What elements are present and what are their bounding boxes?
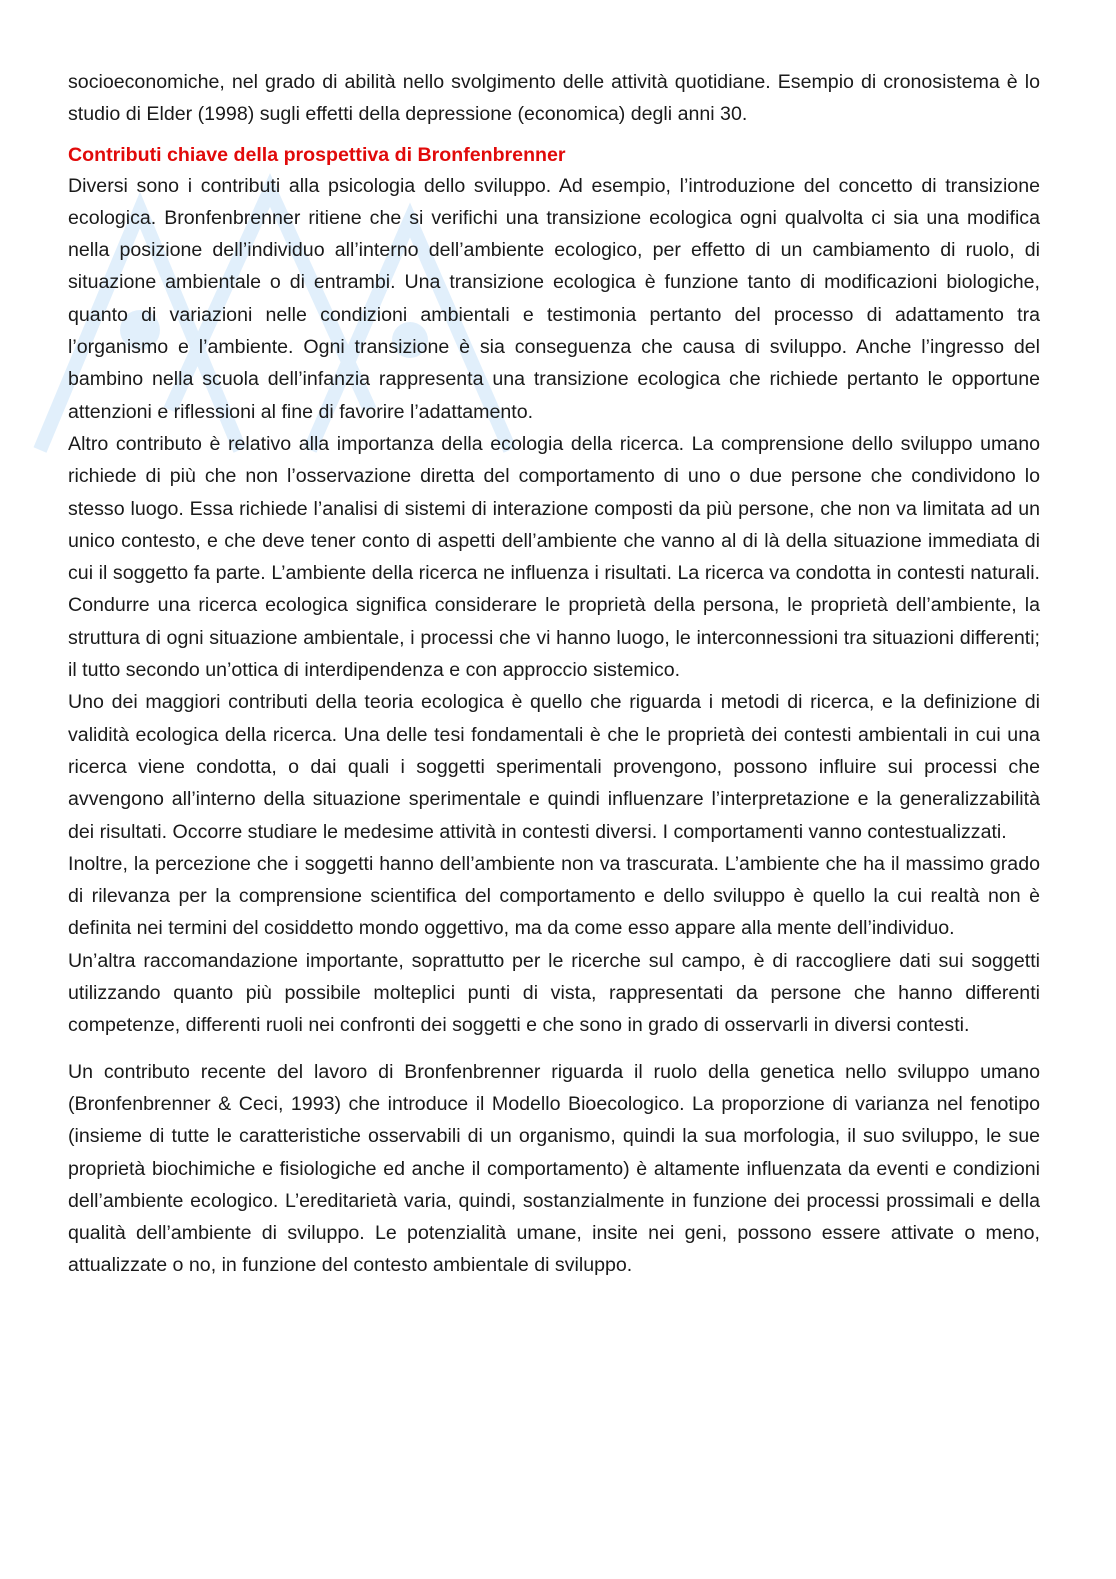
paragraph-transizione-ecologica: Diversi sono i contributi alla psicologia dello sviluppo. Ad esempio, l’introduzione del concetto di transizione ecologica. Bronfenbrenner ritiene che si verifichi una transizione ecologica ogni qualvolta ci sia una modifica nella posizione dell’individuo all’interno dell’ambiente ecologico, per effetto di un cambiamento di ruolo, di situazione ambientale o di entrambi. Una transizione ecologica è funzione tanto di modificazioni biologiche, quanto di variazioni nelle condizioni ambientali e testimonia pertanto del processo di adattamento tra l’organismo e l’ambiente. Ogni transizione è sia conseguenza che causa di sviluppo. Anche l’ingresso del bambino nella scuola dell’infanzia rappresenta una transizione ecologica che richiede pertanto le opportune attenzioni e riflessioni al fine di favorire l’adattamento. xyxy=(68,174,1040,423)
document-page xyxy=(68,66,1040,1282)
paragraph-validita-ecologica: Uno dei maggiori contributi della teoria ecologica è quello che riguarda i metodi di ricerca, e la definizione di validità ecologica della ricerca. Una delle tesi fondamentali è che le proprietà dei contesti ambientali in cui una ricerca viene condotta, o dai quali i soggetti sperimentali provengono, possono influire sui processi che avvengono all’interno della situazione sperimentale e quindi influenzare l’interpretazione e la generalizzabilità dei risultati. Occorre studiare le medesime attività in contesti diversi. I comportamenti vanno contestualizzati. xyxy=(68,691,1040,843)
paragraph-ecologia-ricerca: Altro contributo è relativo alla importanza della ecologia della ricerca. La comprensione dello sviluppo umano richiede di più che non l’osservazione diretta del comportamento di uno o due persone che condividono lo stesso luogo. Essa richiede l’analisi di sistemi di interazione composti da più persone, che non va limitata ad un unico contesto, e che deve tener conto di aspetti dell’ambiente che vanno al di là della situazione immediata di cui il soggetto fa parte. L’ambiente della ricerca ne influenza i risultati. La ricerca va condotta in contesti naturali. Condurre una ricerca ecologica significa considerare le proprietà della persona, le proprietà dell’ambiente, la struttura di ogni situazione ambientale, i processi che vi hanno luogo, le interconnessioni tra situazioni differenti; il tutto secondo un’ottica di interdipendenza e con approccio sistemico. xyxy=(68,432,1040,682)
paragraph-percezione-ambiente: Inoltre, la percezione che i soggetti hanno dell’ambiente non va trascurata. L’ambiente che ha il massimo grado di rilevanza per la comprensione scientifica del comportamento e dello sviluppo è quello la cui realtà non è definita nei termini del cosiddetto mondo oggettivo, ma da come esso appare alla mente dell’individuo. xyxy=(68,852,1040,940)
intro-paragraph: socioeconomiche, nel grado di abilità nello svolgimento delle attività quotidiane. Esempio di cronosistema è lo studio di Elder (1998) sugli effetti della depressione (economica) degli anni 30. xyxy=(68,71,1040,126)
paragraph-raccomandazione: Un’altra raccomandazione importante, soprattutto per le ricerche sul campo, è di raccogliere dati sui soggetti utilizzando quanto più possibile molteplici punti di vista, rappresentati da persone che hanno differenti competenze, differenti ruoli nei confronti dei soggetti e che sono in grado di osservarli in diversi contesti. xyxy=(68,949,1040,1037)
section-heading: Contributi chiave della prospettiva di Bronfenbrenner xyxy=(68,143,566,166)
closing-paragraph: Un contributo recente del lavoro di Bronfenbrenner riguarda il ruolo della genetica nello sviluppo umano (Bronfenbrenner & Ceci, 1993) che introduce il Modello Bioecologico. La proporzione di varianza nel fenotipo (insieme di tutte le caratteristiche osservabili di un organismo, quindi la sua morfologia, il suo sviluppo, le sue proprietà biochimiche e fisiologiche ed anche il comportamento) è altamente influenzata da eventi e condizioni dell’ambiente ecologico. L’ereditarietà varia, quindi, sostanzialmente in funzione dei processi prossimali e della qualità dell’ambiente di sviluppo. Le potenzialità umane, insite nei geni, possono essere attivate o meno, attualizzate o no, in funzione del contesto ambientale di sviluppo. xyxy=(68,1060,1040,1277)
